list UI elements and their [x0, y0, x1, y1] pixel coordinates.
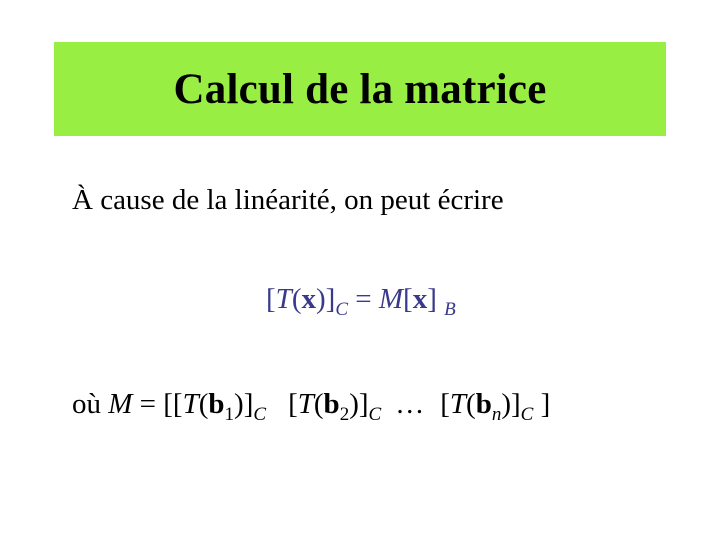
- intro-text: À cause de la linéarité, on peut écrire: [72, 184, 504, 216]
- vector-b: b: [208, 388, 225, 420]
- paren: (: [313, 388, 324, 420]
- paren-bracket: )]: [349, 388, 369, 420]
- subscript-C: C: [253, 404, 267, 425]
- subscript-C: C: [520, 404, 534, 425]
- ellipsis: …: [395, 388, 425, 420]
- paren: (: [291, 283, 302, 315]
- paren: (: [198, 388, 209, 420]
- paren: (: [466, 388, 476, 420]
- vector-b: b: [475, 388, 492, 420]
- equation-matrix-definition: [72, 388, 551, 425]
- paren-bracket: )]: [234, 388, 254, 420]
- symbol-M: M: [378, 283, 404, 315]
- vector-x: x: [301, 283, 316, 315]
- bracket: [: [403, 283, 413, 315]
- equation-transform: [266, 283, 456, 320]
- closing-bracket: ]: [533, 388, 551, 420]
- paren-bracket: )]: [501, 388, 521, 420]
- index-n: n: [491, 404, 502, 425]
- subscript-C: C: [368, 404, 382, 425]
- index-1: 1: [224, 404, 235, 425]
- title-banner: [54, 42, 666, 136]
- subscript-B: B: [444, 299, 456, 320]
- bracket: ]: [427, 283, 445, 315]
- symbol-T: T: [297, 388, 314, 420]
- prefix-text: où: [72, 388, 109, 420]
- symbol-T: T: [182, 388, 199, 420]
- slide-title: Calcul de la matrice: [173, 65, 547, 113]
- symbol-M: M: [108, 388, 133, 420]
- paren-bracket: )]: [315, 283, 336, 315]
- symbol-T: T: [449, 388, 467, 420]
- vector-x: x: [412, 283, 428, 315]
- bracket: [: [440, 388, 450, 420]
- equals-sign: =: [348, 283, 379, 315]
- index-2: 2: [339, 404, 350, 425]
- subscript-C: C: [335, 299, 348, 320]
- equals-bracket: = [[: [132, 388, 183, 420]
- bracket: [: [266, 283, 276, 315]
- vector-b: b: [323, 388, 340, 420]
- bracket: [: [288, 388, 298, 420]
- symbol-T: T: [275, 283, 292, 315]
